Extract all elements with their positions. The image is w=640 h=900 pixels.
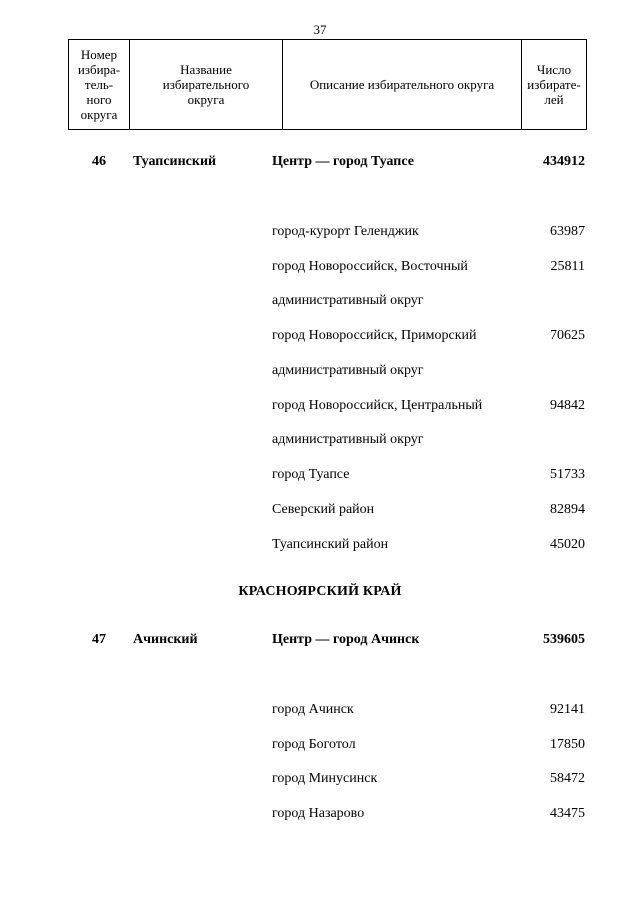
list-item-text: город-курорт Геленджик bbox=[272, 224, 419, 239]
list-item-text: город Новороссийск, Приморский bbox=[272, 328, 477, 343]
list-item-text: Северский район bbox=[272, 502, 375, 517]
list-item-value: 45020 bbox=[550, 537, 585, 552]
list-item-text: административный округ bbox=[272, 432, 424, 447]
header-voters-line: Число bbox=[536, 62, 572, 77]
header-voters-line: лей bbox=[544, 92, 564, 107]
list-item-text: город Туапсе bbox=[272, 467, 350, 482]
header-name-line: избирательного bbox=[162, 77, 250, 92]
district-46-name: Туапсинский bbox=[133, 154, 217, 169]
district-47-number: 47 bbox=[92, 632, 106, 647]
header-voters-count bbox=[522, 40, 587, 130]
list-item-text: город Назарово bbox=[272, 806, 365, 821]
header-name-line: Название bbox=[180, 62, 232, 77]
header-number-line: Номер bbox=[80, 47, 118, 62]
column-header-table bbox=[68, 39, 587, 130]
district-46-center: Центр — город Туапсе bbox=[272, 154, 414, 169]
list-item-value: 51733 bbox=[550, 467, 585, 482]
header-district-description bbox=[283, 40, 522, 130]
list-item-text: Туапсинский район bbox=[272, 537, 389, 552]
list-item-value: 17850 bbox=[550, 737, 585, 752]
header-name-line: округа bbox=[187, 92, 225, 107]
list-item-value: 43475 bbox=[550, 806, 585, 821]
list-item-text: город Новороссийск, Восточный bbox=[272, 259, 468, 274]
page-number: 37 bbox=[313, 22, 327, 37]
header-description-text: Описание избирательного округа bbox=[309, 77, 495, 92]
list-item-text: административный округ bbox=[272, 363, 424, 378]
list-item-text: город Новороссийск, Центральный bbox=[272, 398, 483, 413]
list-item-value: 70625 bbox=[550, 328, 585, 343]
list-item-value: 82894 bbox=[550, 502, 585, 517]
list-item-text: город Ачинск bbox=[272, 702, 354, 717]
list-item-text: город Минусинск bbox=[272, 771, 378, 786]
list-item-value: 63987 bbox=[550, 224, 585, 239]
header-district-name bbox=[130, 40, 283, 130]
district-47-center: Центр — город Ачинск bbox=[272, 632, 420, 647]
header-number-line: округа bbox=[80, 107, 118, 122]
list-item-value: 25811 bbox=[550, 259, 585, 274]
district-46-total: 434912 bbox=[543, 154, 585, 169]
list-item-text: город Боготол bbox=[272, 737, 356, 752]
header-number-line: тель- bbox=[84, 77, 114, 92]
list-item-value: 92141 bbox=[550, 702, 585, 717]
list-item-value: 58472 bbox=[550, 771, 585, 786]
district-47-name: Ачинский bbox=[133, 632, 198, 647]
district-46-number: 46 bbox=[92, 154, 106, 169]
header-voters-line: избирате- bbox=[527, 77, 581, 92]
list-item-value: 94842 bbox=[550, 398, 585, 413]
header-district-number bbox=[69, 40, 130, 130]
header-number-line: избира- bbox=[77, 62, 121, 77]
district-47-total: 539605 bbox=[543, 632, 585, 647]
region-heading: КРАСНОЯРСКИЙ КРАЙ bbox=[238, 584, 402, 599]
header-number-line: ного bbox=[86, 92, 112, 107]
list-item-text: административный округ bbox=[272, 293, 424, 308]
